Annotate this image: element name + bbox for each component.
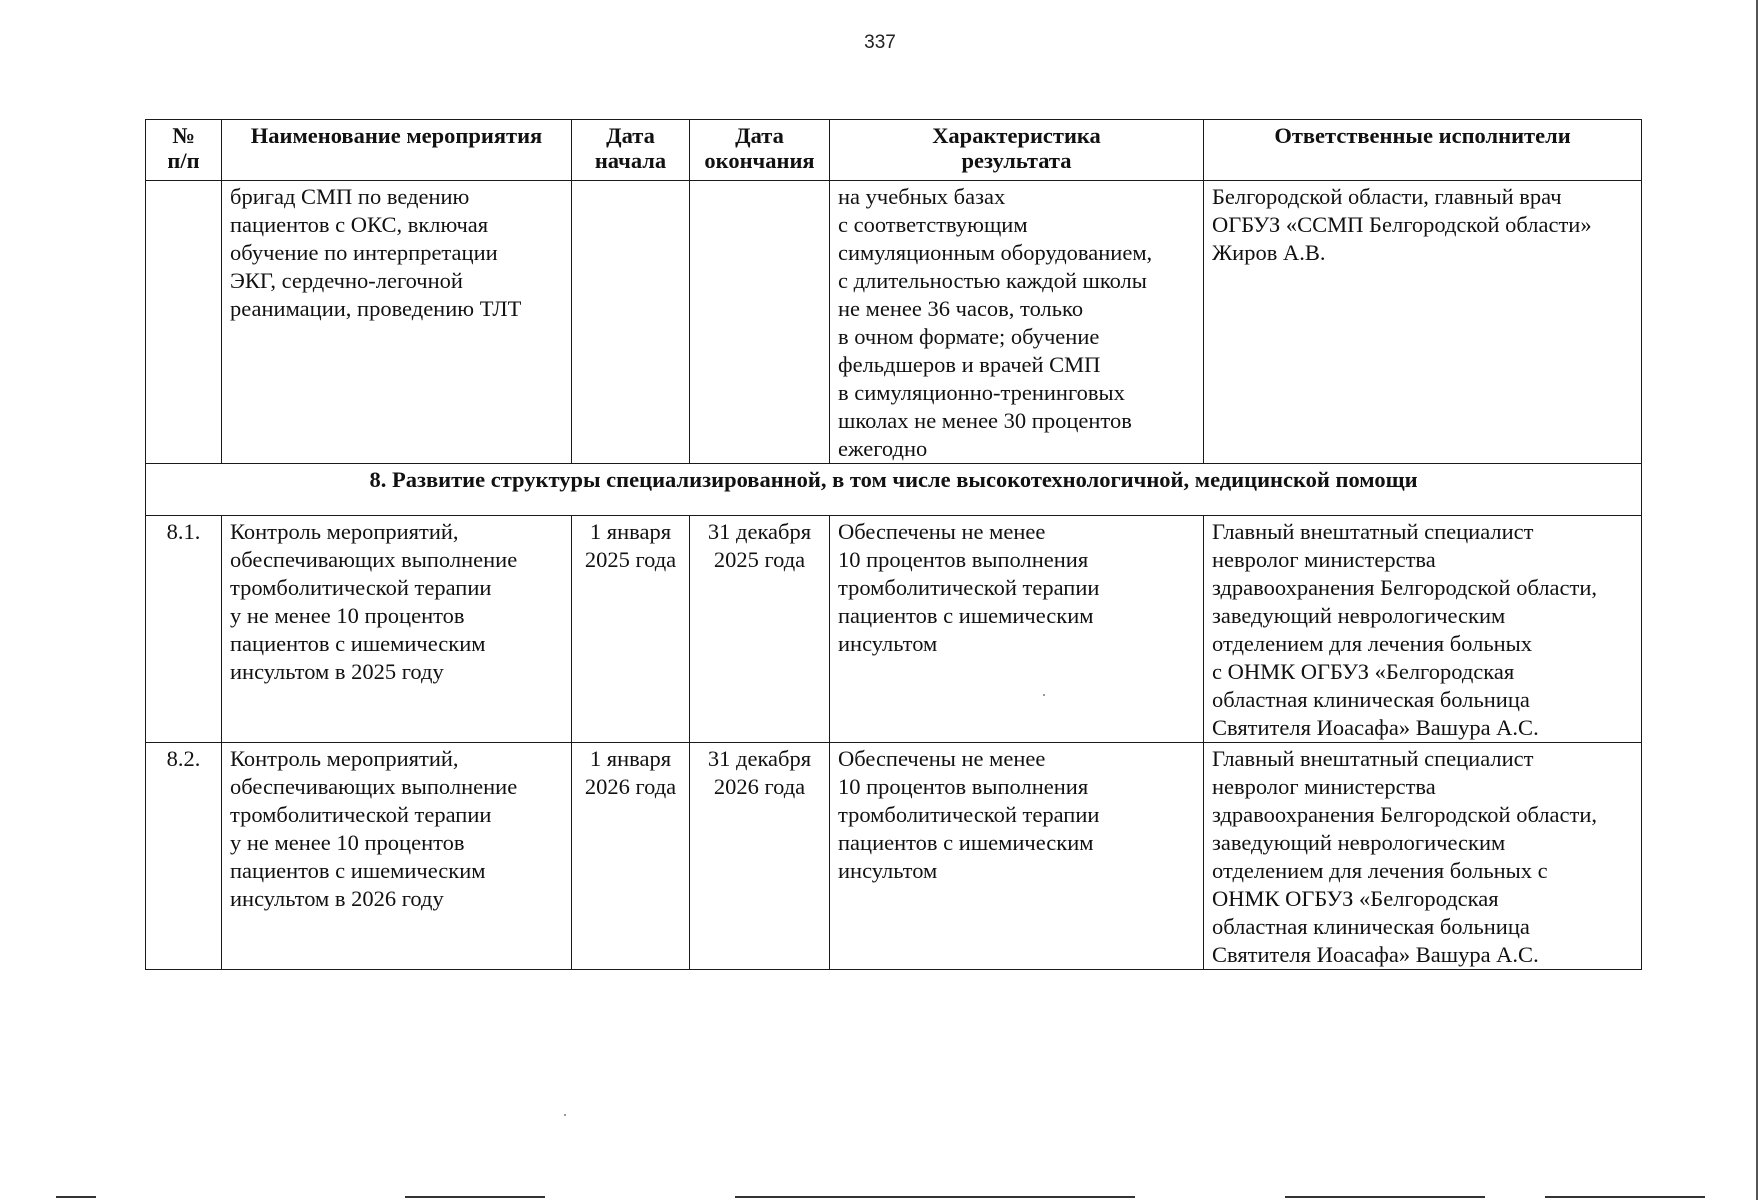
text-line: Святителя Иоасафа» Вашура А.С. — [1212, 715, 1539, 740]
section-row — [146, 464, 1642, 516]
text-line: в очном формате; обучение — [838, 324, 1100, 349]
text-line: 10 процентов выполнения — [838, 774, 1089, 799]
text-line: 31 декабря — [707, 746, 812, 771]
text-line: 2026 года — [584, 774, 677, 799]
text-line: 2025 года — [713, 547, 806, 572]
text-line: 10 процентов выполнения — [838, 547, 1089, 572]
cell-number: 8.1. — [146, 516, 222, 743]
cell-end-date — [690, 743, 830, 970]
text-line: пациентов с ишемическим — [230, 858, 486, 883]
text-line: пациентов с ишемическим — [838, 603, 1094, 628]
text-line: инсультом — [838, 631, 938, 656]
text-line: Обеспечены не менее — [838, 746, 1046, 771]
cell-result — [830, 516, 1204, 743]
text-line: ЭКГ, сердечно-легочной — [230, 268, 463, 293]
header-end-date — [690, 120, 830, 181]
cell-activity-name — [222, 181, 572, 464]
text-line: пациентов с ишемическим — [838, 830, 1094, 855]
table-row-8-1 — [146, 516, 1642, 743]
text-line: отделением для лечения больных — [1212, 631, 1533, 656]
cell-start-date — [572, 181, 690, 464]
text-line: обучение по интерпретации — [230, 240, 498, 265]
text-line: инсультом — [838, 858, 938, 883]
text-line: заведующий неврологическим — [1212, 830, 1506, 855]
text-line: фельдшеров и врачей СМП — [838, 352, 1101, 377]
text-line: 2025 года — [584, 547, 677, 572]
cell-executors — [1204, 743, 1642, 970]
text-line: невролог министерства — [1212, 774, 1436, 799]
cell-start-date — [572, 516, 690, 743]
text-line: ОГБУЗ «ССМП Белгородской области» — [1212, 212, 1592, 237]
text-line: Контроль мероприятий, — [230, 746, 459, 771]
text-line: Святителя Иоасафа» Вашура А.С. — [1212, 942, 1539, 967]
text-line: тромболитической терапии — [230, 575, 492, 600]
cell-executors — [1204, 516, 1642, 743]
text-line: Главный внештатный специалист — [1212, 746, 1534, 771]
page-number: 337 — [864, 32, 896, 53]
text-line: в симуляционно-тренинговых — [838, 380, 1125, 405]
cell-result — [830, 743, 1204, 970]
text-line: тромболитической терапии — [838, 802, 1100, 827]
text-line: Белгородской области, главный врач — [1212, 184, 1562, 209]
text-line: невролог министерства — [1212, 547, 1436, 572]
text-line: Характеристика — [932, 123, 1101, 148]
text-line: реанимации, проведению ТЛТ — [230, 296, 522, 321]
text-line: инсультом в 2026 году — [230, 886, 444, 911]
text-line: Контроль мероприятий, — [230, 519, 459, 544]
text-line: не менее 36 часов, только — [838, 296, 1084, 321]
cell-executors — [1204, 181, 1642, 464]
header-executors — [1204, 120, 1642, 181]
text-line: симуляционным оборудованием, — [838, 240, 1153, 265]
text-line: № — [172, 123, 195, 148]
text-line: пациентов с ОКС, включая — [230, 212, 489, 237]
text-line: с длительностью каждой школы — [838, 268, 1147, 293]
text-line: 2026 года — [713, 774, 806, 799]
text-line: Жиров А.В. — [1212, 240, 1326, 265]
text-line: здравоохранения Белгородской области, — [1212, 575, 1598, 600]
text-line: тромболитической терапии — [230, 802, 492, 827]
text-line: на учебных базах — [838, 184, 1006, 209]
scan-edge-line — [1285, 1196, 1485, 1198]
text-line: 31 декабря — [707, 519, 812, 544]
text-line: п/п — [167, 148, 200, 173]
text-line: окончания — [704, 148, 815, 173]
text-line: заведующий неврологическим — [1212, 603, 1506, 628]
text-line: начала — [594, 148, 667, 173]
section-title: 8. Развитие структуры специализированной, в том числе высокотехнологичной, медицинской помощи — [146, 464, 1642, 516]
text-line: Дата — [606, 123, 655, 148]
scan-speck — [564, 1114, 566, 1116]
scan-speck — [1043, 694, 1045, 696]
header-activity-name — [222, 120, 572, 181]
text-line: 1 января — [589, 519, 672, 544]
activities-table — [145, 119, 1642, 970]
text-line: инсультом в 2025 году — [230, 659, 444, 684]
cell-activity-name — [222, 743, 572, 970]
text-line: пациентов с ишемическим — [230, 631, 486, 656]
table-row-8-2 — [146, 743, 1642, 970]
cell-end-date — [690, 181, 830, 464]
text-line: Ответственные исполнители — [1274, 123, 1571, 148]
text-line: Главный внештатный специалист — [1212, 519, 1534, 544]
text-line: результата — [961, 148, 1072, 173]
text-line: областная клиническая больница — [1212, 914, 1530, 939]
scan-edge-line — [405, 1196, 545, 1198]
header-result — [830, 120, 1204, 181]
text-line: Обеспечены не менее — [838, 519, 1046, 544]
cell-end-date — [690, 516, 830, 743]
text-line: у не менее 10 процентов — [230, 603, 465, 628]
text-line: тромболитической терапии — [838, 575, 1100, 600]
cell-start-date — [572, 743, 690, 970]
table-row-continuation — [146, 181, 1642, 464]
text-line: областная клиническая больница — [1212, 687, 1530, 712]
text-line: 1 января — [589, 746, 672, 771]
text-line: ОНМК ОГБУЗ «Белгородская — [1212, 886, 1499, 911]
scan-edge-line — [735, 1196, 1135, 1198]
scan-edge-line — [1756, 0, 1758, 1200]
header-number — [146, 120, 222, 181]
cell-number: 8.2. — [146, 743, 222, 970]
text-line: обеспечивающих выполнение — [230, 547, 518, 572]
scan-edge-line — [56, 1196, 96, 1198]
text-line: отделением для лечения больных с — [1212, 858, 1548, 883]
text-line: у не менее 10 процентов — [230, 830, 465, 855]
text-line: здравоохранения Белгородской области, — [1212, 802, 1598, 827]
text-line: ежегодно — [838, 436, 928, 461]
cell-number — [146, 181, 222, 464]
text-line: школах не менее 30 процентов — [838, 408, 1132, 433]
scan-edge-line — [1545, 1196, 1705, 1198]
text-line: обеспечивающих выполнение — [230, 774, 518, 799]
cell-result — [830, 181, 1204, 464]
header-start-date — [572, 120, 690, 181]
table-header-row — [146, 120, 1642, 181]
text-line: Наименование мероприятия — [250, 123, 543, 148]
text-line: Дата — [735, 123, 784, 148]
text-line: с соответствующим — [838, 212, 1028, 237]
text-line: с ОНМК ОГБУЗ «Белгородская — [1212, 659, 1515, 684]
text-line: бригад СМП по ведению — [230, 184, 470, 209]
cell-activity-name — [222, 516, 572, 743]
